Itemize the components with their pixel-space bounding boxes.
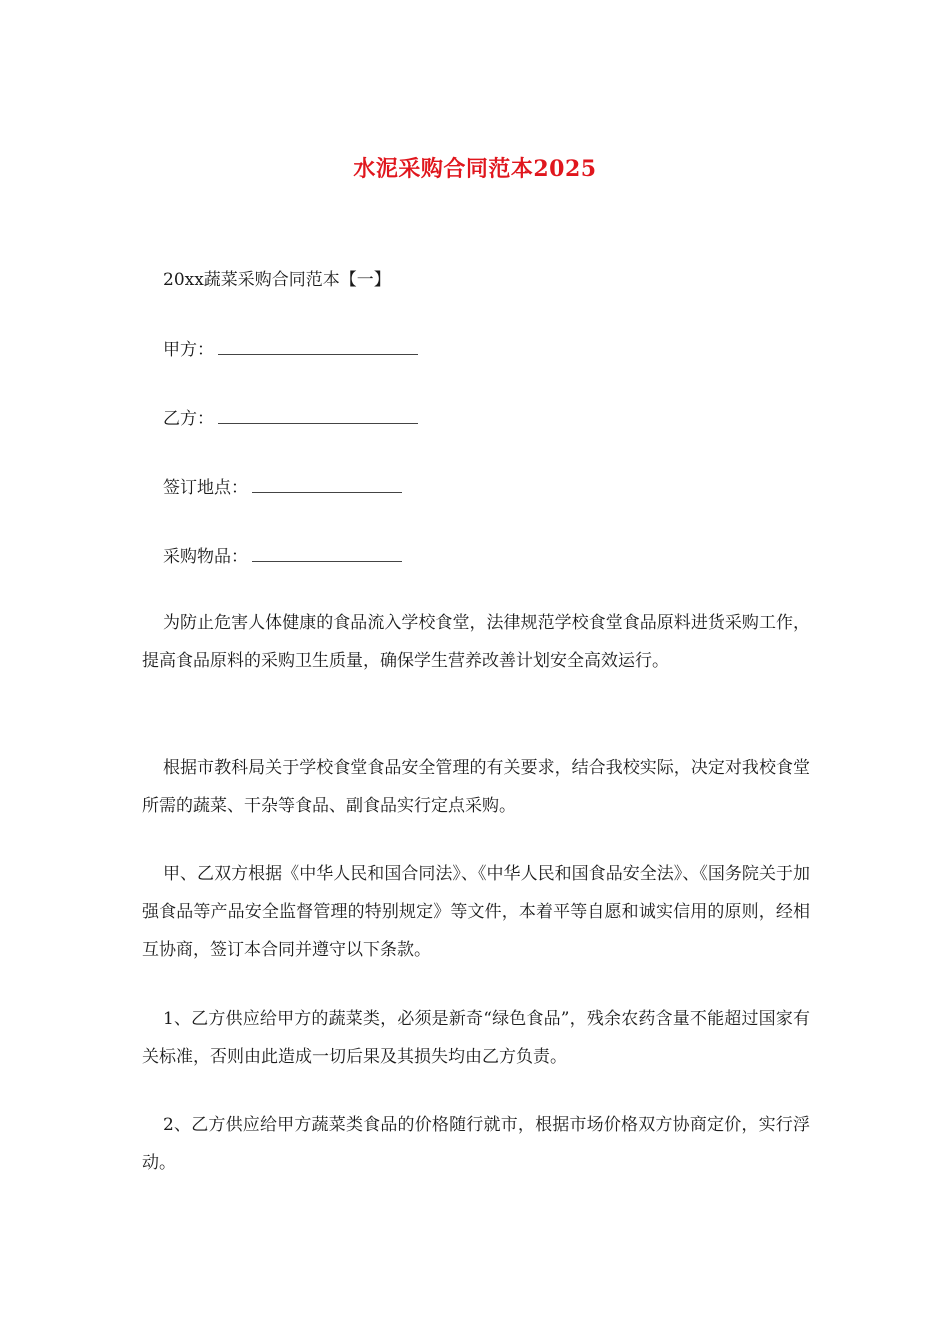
signing-place-field [163, 476, 402, 500]
paragraph-agreement: 甲、乙双方根据《中华人民和国合同法》、《中华人民和国食品安全法》、《国务院关于加强食品等产品安全监督管理的特别规定》等文件，本着平等自愿和诚实信用的原则，经相互协商，签订本合同并遵守以下条款。 [142, 864, 810, 960]
contract-subtitle: 20xx蔬菜采购合同范本【一】 [163, 270, 391, 290]
paragraph-basis: 根据市教科局关于学校食堂食品安全管理的有关要求，结合我校实际，决定对我校食堂所需的蔬菜、干杂等食品、副食品实行定点采购。 [142, 758, 810, 816]
party-a-blank[interactable] [218, 340, 418, 355]
clause-2: 2、乙方供应给甲方蔬菜类食品的价格随行就市，根据市场价格双方协商定价，实行浮动。 [142, 1115, 810, 1173]
party-b-blank[interactable] [218, 409, 418, 424]
party-b-label: 乙方： [163, 409, 214, 429]
clause-1: 1、乙方供应给甲方的蔬菜类，必须是新奇“绿色食品”，残余农药含量不能超过国家有关标准，否则由此造成一切后果及其损失均由乙方负责。 [142, 1009, 810, 1067]
document-title: 水泥采购合同范本2025 [353, 156, 597, 182]
party-a-label: 甲方： [163, 340, 214, 360]
signing-place-blank[interactable] [252, 478, 402, 493]
purchase-items-blank[interactable] [252, 547, 402, 562]
party-a-field [163, 338, 418, 362]
purchase-items-label: 采购物品： [163, 547, 248, 567]
party-b-field [163, 407, 418, 431]
signing-place-label: 签订地点： [163, 478, 248, 498]
purchase-items-field [163, 545, 402, 569]
paragraph-purpose: 为防止危害人体健康的食品流入学校食堂，法律规范学校食堂食品原料进货采购工作，提高食品原料的采购卫生质量，确保学生营养改善计划安全高效运行。 [142, 613, 810, 671]
